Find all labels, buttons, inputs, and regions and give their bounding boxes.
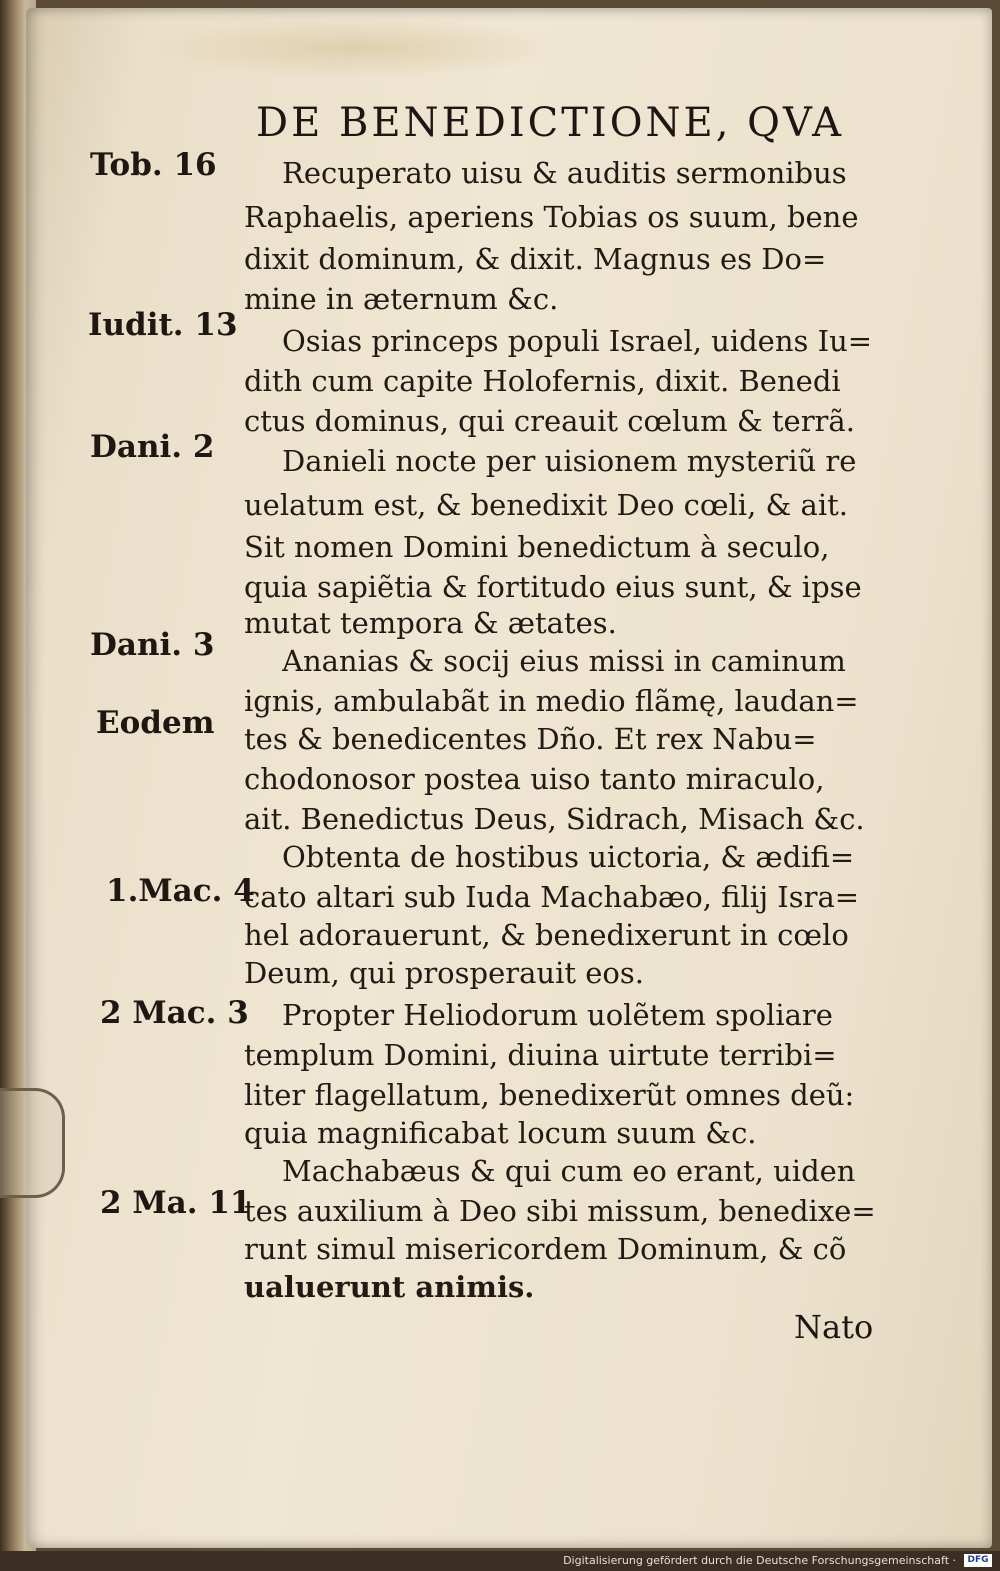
text-line: mutat tempora & ætates. [244, 606, 617, 640]
margin-note-1-mac: 1.Mac. 4 [106, 873, 255, 909]
text-line: ualuerunt animis. [244, 1270, 535, 1304]
text-line: ctus dominus, qui creauit cœlum & terrã. [244, 404, 855, 438]
margin-note-dani-2: Dani. 2 [90, 429, 215, 465]
text-line: runt simul misericordem Dominum, & cõ [244, 1232, 847, 1266]
text-line: Ananias & socij eius missi in caminum [282, 644, 846, 678]
margin-note-dani-3: Dani. 3 [90, 627, 215, 663]
text-line: tes & benedicentes Dño. Et rex Nabu= [244, 722, 817, 756]
text-line: chodonosor postea uiso tanto miraculo, [244, 762, 825, 796]
margin-note-tob: Tob. 16 [90, 147, 217, 183]
text-line: templum Domini, diuina uirtute terribi= [244, 1038, 837, 1072]
text-line: Propter Heliodorum uolẽtem spoliare [282, 998, 833, 1032]
text-line: dith cum capite Holofernis, dixit. Benedi [244, 364, 841, 398]
text-line: Sit nomen Domini benedictum à seculo, [244, 530, 830, 564]
running-title: DE BENEDICTIONE, QVA [256, 100, 845, 146]
dfg-logo: DFG [964, 1554, 992, 1567]
text-line: tes auxilium à Deo sibi missum, benedixe= [244, 1194, 876, 1228]
text-line: Machabæus & qui cum eo erant, uiden [282, 1154, 856, 1188]
margin-note-eodem: Eodem [96, 705, 215, 741]
text-line: hel adorauerunt, & benedixerunt in cœlo [244, 918, 849, 952]
text-line: Recuperato uisu & auditis sermonibus [282, 156, 847, 190]
water-stain [146, 18, 566, 78]
catchword: Nato [794, 1308, 874, 1346]
margin-note-2-ma-11: 2 Ma. 11 [100, 1185, 252, 1221]
margin-note-2-mac-3: 2 Mac. 3 [100, 995, 249, 1031]
text-line: Raphaelis, aperiens Tobias os suum, bene [244, 200, 859, 234]
text-line: Danieli nocte per uisionem mysteriũ re [282, 444, 857, 478]
text-line: ignis, ambulabãt in medio flãmę, laudan= [244, 684, 859, 718]
funding-credit: Digitalisierung gefördert durch die Deutsche Forschungsgemeinschaft · [563, 1554, 956, 1567]
text-line: uelatum est, & benedixit Deo cœli, & ait. [244, 488, 848, 522]
text-line: ait. Benedictus Deus, Sidrach, Misach &c. [244, 802, 865, 836]
text-line: liter flagellatum, benedixerũt omnes deũ: [244, 1078, 855, 1112]
clasp-ring [0, 1088, 65, 1198]
text-line: Obtenta de hostibus uictoria, & ædifi= [282, 840, 855, 874]
text-line: quia sapiẽtia & fortitudo eius sunt, & ipse [244, 570, 862, 604]
text-line: Osias princeps populi Israel, uidens Iu= [282, 324, 873, 358]
text-line: cato altari sub Iuda Machabæo, filij Isra= [244, 880, 860, 914]
text-line: quia magnificabat locum suum &c. [244, 1116, 757, 1150]
text-line: dixit dominum, & dixit. Magnus es Do= [244, 242, 827, 276]
margin-note-iudit: Iudit. 13 [88, 307, 238, 343]
text-line: mine in æternum &c. [244, 282, 559, 316]
text-line: Deum, qui prosperauit eos. [244, 956, 644, 990]
